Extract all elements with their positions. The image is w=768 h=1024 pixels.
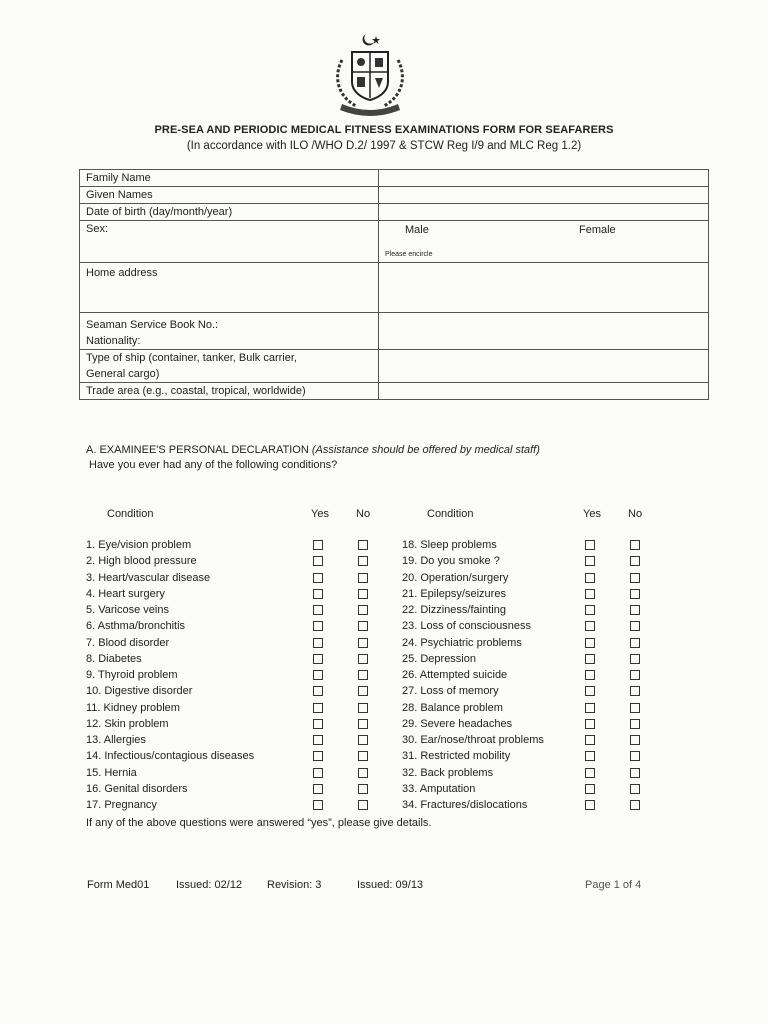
condition-label: 14. Infectious/contagious diseases — [86, 750, 255, 763]
declaration-question: Have you ever had any of the following conditions? — [89, 459, 338, 471]
condition-label: 31. Restricted mobility — [402, 750, 511, 763]
condition-row — [402, 748, 702, 764]
condition-label: 29. Severe headaches — [402, 717, 513, 730]
yes-checkbox[interactable] — [313, 654, 323, 664]
condition-row — [86, 570, 386, 586]
ship-type-label: Type of ship (container, tanker, Bulk carrier, — [86, 352, 297, 364]
condition-row — [86, 602, 386, 618]
no-checkbox[interactable] — [358, 670, 368, 680]
given-names-label: Given Names — [86, 189, 153, 201]
no-checkbox[interactable] — [358, 768, 368, 778]
yes-header-right: Yes — [583, 508, 601, 520]
condition-label: 12. Skin problem — [86, 717, 169, 730]
footer-page-number: Page 1 of 4 — [585, 879, 642, 891]
form-title: PRE-SEA AND PERIODIC MEDICAL FITNESS EXAMINATIONS FORM FOR SEAFARERS — [154, 124, 614, 136]
family-name-label: Family Name — [86, 172, 151, 184]
yes-checkbox[interactable] — [585, 638, 595, 648]
condition-label: 26. Attempted suicide — [402, 669, 508, 681]
condition-label: 23. Loss of consciousness — [402, 620, 532, 633]
yes-checkbox[interactable] — [313, 621, 323, 631]
yes-checkbox[interactable] — [313, 670, 323, 680]
condition-label: 22. Dizziness/fainting — [402, 604, 506, 616]
condition-row — [402, 781, 702, 797]
condition-row — [402, 797, 702, 813]
yes-checkbox[interactable] — [313, 751, 323, 761]
yes-checkbox[interactable] — [585, 686, 595, 696]
state-emblem-icon — [328, 30, 412, 118]
yes-checkbox[interactable] — [313, 703, 323, 713]
nationality-label: Nationality: — [86, 335, 141, 347]
examinee-info-table — [79, 169, 709, 400]
declaration-title — [86, 444, 540, 456]
no-checkbox[interactable] — [630, 784, 640, 794]
condition-row — [402, 716, 702, 732]
no-header-right: No — [628, 508, 643, 520]
condition-label: 19. Do you smoke ? — [402, 555, 500, 568]
yes-checkbox[interactable] — [585, 768, 595, 778]
no-checkbox[interactable] — [358, 589, 368, 599]
condition-header-left: Condition — [107, 508, 154, 520]
yes-checkbox[interactable] — [585, 784, 595, 794]
table-row — [80, 187, 709, 204]
no-checkbox[interactable] — [630, 605, 640, 615]
no-checkbox[interactable] — [358, 605, 368, 615]
no-checkbox[interactable] — [630, 573, 640, 583]
condition-label: 10. Digestive disorder — [86, 685, 193, 698]
given-names-field[interactable] — [379, 187, 709, 204]
condition-label: 30. Ear/nose/throat problems — [402, 734, 544, 746]
condition-row — [402, 537, 702, 553]
male-option[interactable]: Male — [405, 224, 429, 236]
condition-row — [86, 651, 386, 667]
yes-checkbox[interactable] — [313, 540, 323, 550]
yes-header-left: Yes — [311, 508, 329, 520]
condition-row — [86, 537, 386, 553]
condition-row — [402, 683, 702, 699]
no-checkbox[interactable] — [630, 800, 640, 810]
condition-row — [402, 667, 702, 683]
yes-checkbox[interactable] — [313, 735, 323, 745]
condition-label: 18. Sleep problems — [402, 539, 497, 551]
no-checkbox[interactable] — [358, 719, 368, 729]
yes-checkbox[interactable] — [585, 751, 595, 761]
condition-row — [86, 635, 386, 651]
yes-checkbox[interactable] — [313, 589, 323, 599]
yes-checkbox[interactable] — [585, 573, 595, 583]
condition-row — [86, 700, 386, 716]
yes-checkbox[interactable] — [585, 556, 595, 566]
no-checkbox[interactable] — [630, 735, 640, 745]
condition-label: 25. Depression — [402, 652, 476, 665]
condition-label: 6. Asthma/bronchitis — [86, 620, 186, 633]
details-note: If any of the above questions were answered “yes”, please give details. — [86, 817, 432, 829]
condition-label: 2. High blood pressure — [86, 555, 197, 568]
condition-label: 21. Epilepsy/seizures — [402, 587, 506, 600]
condition-label: 24. Psychiatric problems — [402, 636, 522, 649]
yes-checkbox[interactable] — [585, 670, 595, 680]
yes-checkbox[interactable] — [585, 703, 595, 713]
condition-row — [402, 651, 702, 667]
yes-checkbox[interactable] — [313, 784, 323, 794]
no-checkbox[interactable] — [630, 621, 640, 631]
no-checkbox[interactable] — [358, 573, 368, 583]
condition-label: 9. Thyroid problem — [86, 669, 178, 681]
footer-issued-revision: Issued: 09/13 — [357, 879, 424, 891]
condition-label: 13. Allergies — [86, 734, 146, 746]
condition-label: 17. Pregnancy — [86, 799, 157, 811]
no-checkbox[interactable] — [630, 638, 640, 648]
table-row — [80, 170, 709, 187]
no-checkbox[interactable] — [358, 751, 368, 761]
sex-field[interactable] — [379, 221, 709, 263]
yes-checkbox[interactable] — [585, 800, 595, 810]
condition-row — [402, 570, 702, 586]
no-checkbox[interactable] — [630, 540, 640, 550]
dob-label: Date of birth (day/month/year) — [86, 206, 233, 218]
home-address-label: Home address — [86, 267, 158, 279]
declaration-heading: A. EXAMINEE'S PERSONAL DECLARATION — [86, 444, 309, 456]
yes-checkbox[interactable] — [585, 654, 595, 664]
trade-area-field[interactable] — [379, 383, 709, 400]
condition-label: 16. Genital disorders — [86, 782, 188, 795]
condition-row — [402, 732, 702, 748]
no-checkbox[interactable] — [358, 621, 368, 631]
condition-row — [86, 716, 386, 732]
sex-label: Sex: — [86, 223, 109, 235]
home-address-field[interactable] — [379, 263, 709, 313]
condition-row — [86, 683, 386, 699]
no-checkbox[interactable] — [630, 768, 640, 778]
condition-row — [86, 797, 386, 813]
condition-row — [86, 618, 386, 634]
footer-issued: Issued: 02/12 — [176, 879, 243, 891]
condition-row — [402, 586, 702, 602]
condition-label: 8. Diabetes — [86, 652, 142, 665]
condition-row — [402, 602, 702, 618]
yes-checkbox[interactable] — [313, 768, 323, 778]
no-checkbox[interactable] — [358, 686, 368, 696]
condition-label: 4. Heart surgery — [86, 587, 165, 600]
form-subtitle: (In accordance with ILO /WHO D.2/ 1997 & STCW Reg I/9 and MLC Reg 1.2) — [186, 140, 582, 152]
condition-label: 7. Blood disorder — [86, 636, 170, 649]
condition-label: 11. Kidney problem — [86, 701, 180, 714]
condition-label: 32. Back problems — [402, 766, 494, 779]
yes-checkbox[interactable] — [313, 605, 323, 615]
no-checkbox[interactable] — [358, 735, 368, 745]
condition-label: 34. Fractures/dislocations — [402, 799, 528, 811]
yes-checkbox[interactable] — [585, 540, 595, 550]
table-row — [80, 383, 709, 400]
yes-checkbox[interactable] — [313, 719, 323, 729]
seaman-book-label: Seaman Service Book No.: — [86, 319, 219, 331]
yes-checkbox[interactable] — [313, 686, 323, 696]
condition-row — [86, 765, 386, 781]
no-checkbox[interactable] — [630, 686, 640, 696]
female-option[interactable]: Female — [579, 224, 616, 236]
condition-row — [86, 586, 386, 602]
no-checkbox[interactable] — [630, 589, 640, 599]
condition-row — [402, 553, 702, 569]
no-checkbox[interactable] — [630, 719, 640, 729]
encircle-note: Please encircle — [385, 251, 433, 258]
no-checkbox[interactable] — [358, 556, 368, 566]
no-checkbox[interactable] — [630, 703, 640, 713]
condition-row — [86, 748, 386, 764]
no-checkbox[interactable] — [630, 556, 640, 566]
footer-revision: Revision: 3 — [267, 879, 322, 891]
condition-label: 5. Varicose veins — [86, 604, 169, 616]
no-checkbox[interactable] — [358, 540, 368, 550]
trade-area-label: Trade area (e.g., coastal, tropical, worldwide) — [86, 385, 306, 397]
no-checkbox[interactable] — [630, 670, 640, 680]
condition-row — [402, 765, 702, 781]
condition-label: 1. Eye/vision problem — [86, 539, 192, 551]
no-checkbox[interactable] — [630, 751, 640, 761]
footer-form-id: Form Med01 — [87, 879, 150, 891]
yes-checkbox[interactable] — [585, 719, 595, 729]
yes-checkbox[interactable] — [585, 589, 595, 599]
yes-checkbox[interactable] — [585, 621, 595, 631]
no-checkbox[interactable] — [358, 654, 368, 664]
dob-field[interactable] — [379, 204, 709, 221]
yes-checkbox[interactable] — [585, 735, 595, 745]
seaman-book-field[interactable] — [379, 313, 709, 350]
yes-checkbox[interactable] — [313, 573, 323, 583]
yes-checkbox[interactable] — [313, 800, 323, 810]
ship-type-field[interactable] — [379, 350, 709, 383]
table-row — [80, 350, 709, 383]
yes-checkbox[interactable] — [585, 605, 595, 615]
table-row — [80, 313, 709, 350]
declaration-note: (Assistance should be offered by medical staff) — [311, 444, 540, 456]
condition-row — [402, 700, 702, 716]
table-row — [80, 221, 709, 263]
condition-label: 20. Operation/surgery — [402, 571, 509, 584]
yes-checkbox[interactable] — [313, 638, 323, 648]
no-checkbox[interactable] — [358, 800, 368, 810]
ship-type-label-2: General cargo) — [86, 368, 160, 380]
condition-label: 15. Hernia — [86, 766, 137, 779]
condition-row — [86, 781, 386, 797]
condition-row — [86, 732, 386, 748]
condition-header-right: Condition — [427, 508, 474, 520]
no-checkbox[interactable] — [630, 654, 640, 664]
table-row — [80, 263, 709, 313]
condition-label: 33. Amputation — [402, 782, 476, 795]
condition-label: 28. Balance problem — [402, 701, 503, 714]
no-header-left: No — [356, 508, 371, 520]
yes-checkbox[interactable] — [313, 556, 323, 566]
condition-row — [402, 635, 702, 651]
family-name-field[interactable] — [379, 170, 709, 187]
condition-row — [86, 553, 386, 569]
no-checkbox[interactable] — [358, 703, 368, 713]
table-row — [80, 204, 709, 221]
condition-row — [402, 618, 702, 634]
condition-row — [86, 667, 386, 683]
no-checkbox[interactable] — [358, 784, 368, 794]
no-checkbox[interactable] — [358, 638, 368, 648]
condition-label: 3. Heart/vascular disease — [86, 571, 211, 584]
condition-label: 27. Loss of memory — [402, 685, 499, 698]
